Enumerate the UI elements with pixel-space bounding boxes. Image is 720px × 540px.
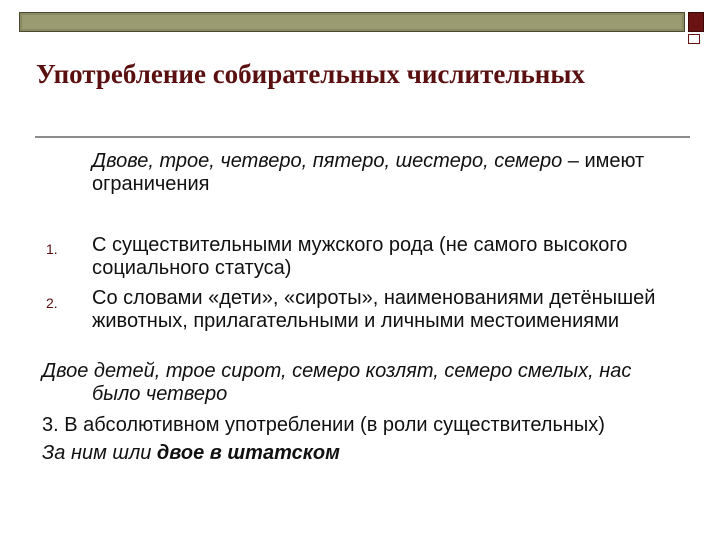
final-example bbox=[42, 442, 692, 465]
title-divider bbox=[35, 136, 690, 138]
example-line-1: Двое детей, трое сирот, семеро козлят, семеро смелых, нас bbox=[42, 360, 632, 382]
final-example-italic: За ним шли bbox=[42, 442, 157, 464]
intro-paragraph bbox=[92, 150, 692, 196]
intro-rest: – имеют ограничения bbox=[92, 150, 645, 195]
list-number-2: 2. bbox=[46, 295, 58, 311]
slide-title: Употребление собирательных числительных bbox=[36, 59, 585, 89]
decor-square-filled bbox=[688, 12, 704, 32]
top-decor-bar bbox=[19, 12, 685, 32]
list-item-2: Со словами «дети», «сироты», наименованиями детёнышей животных, прилагательными и личными местоимениями bbox=[92, 287, 656, 332]
final-example-bold: двое в штатском bbox=[156, 442, 340, 464]
example-line-2-text: было четверо bbox=[92, 383, 228, 405]
list-item-1: С существительными мужского рода (не самого высокого социального статуса) bbox=[92, 234, 628, 279]
decor-square-outline bbox=[688, 34, 700, 44]
list-number-1: 1. bbox=[46, 241, 58, 257]
intro-italic: Двове, трое, четверо, пятеро, шестеро, семеро bbox=[92, 150, 563, 172]
point-3: 3. В абсолютивном употреблении (в роли существительных) bbox=[42, 414, 605, 436]
example-line-2 bbox=[42, 383, 692, 406]
